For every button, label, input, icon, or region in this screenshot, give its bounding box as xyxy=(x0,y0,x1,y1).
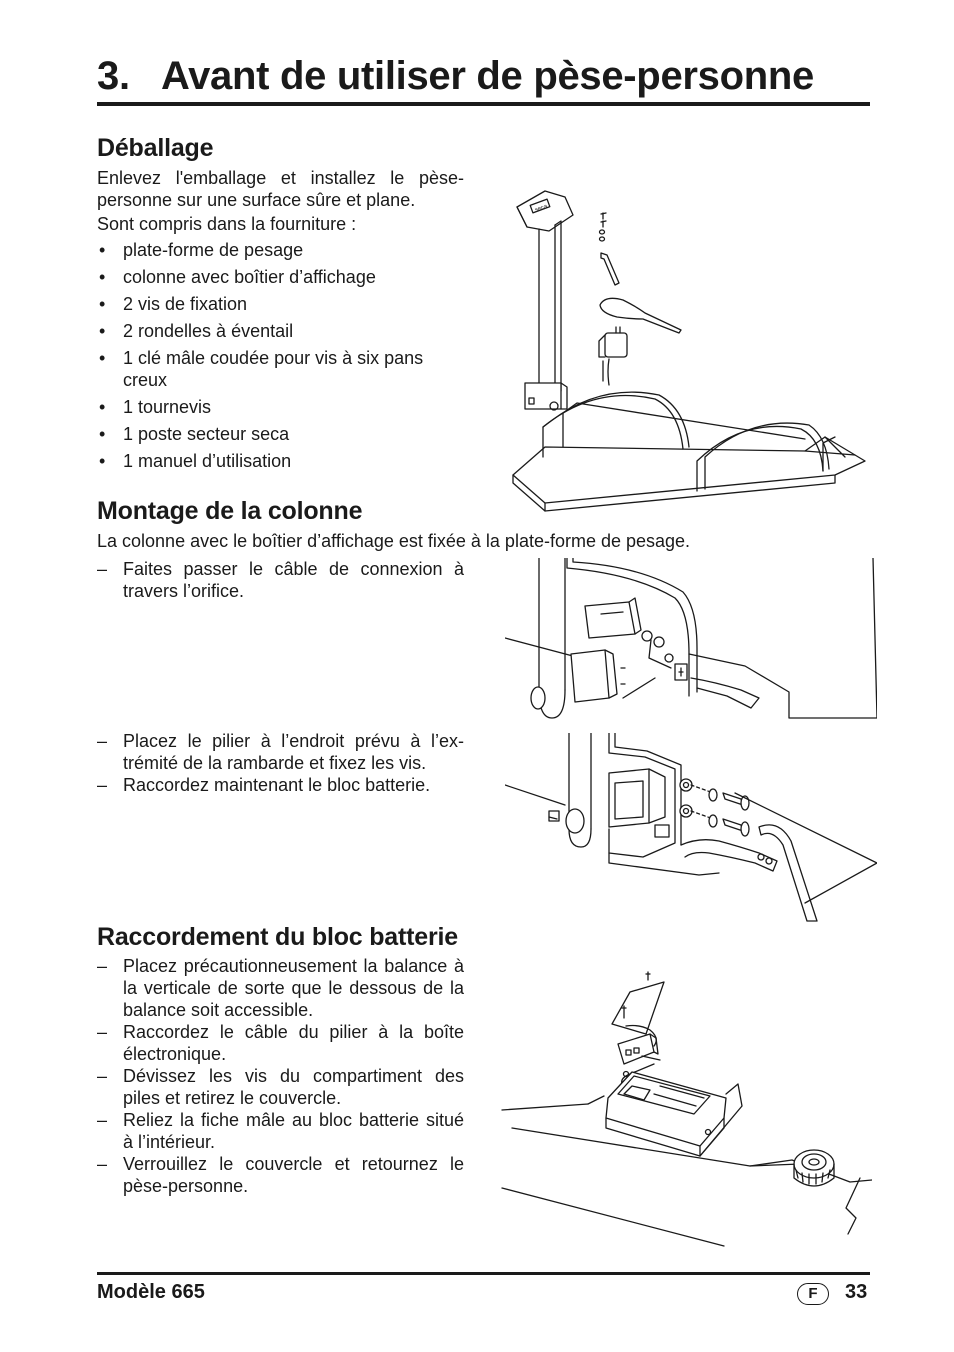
chapter-number: 3. xyxy=(97,54,130,98)
list-item: – Dévissez les vis du compartiment des piles et retirez le couvercle. xyxy=(97,1065,464,1109)
display-readout: seca xyxy=(534,203,549,214)
list-item: • colonne avec boîtier d’affichage xyxy=(97,266,464,288)
battery-steps xyxy=(97,955,464,1197)
list-item: – Reliez la fiche mâle au bloc batterie situé à l’intérieur. xyxy=(97,1109,464,1153)
list-item: – Faites passer le câble de connexion à travers l’orifice. xyxy=(97,558,464,602)
included-label: Sont compris dans la fourniture : xyxy=(97,214,357,234)
page-number: 33 xyxy=(845,1281,868,1303)
chapter-title: Avant de utiliser de pèse-personne xyxy=(161,54,814,98)
unpacking-intro: Enlevez l'emballage et installez le pèse-personne sur une surface sûre et plane. xyxy=(97,168,464,210)
list-item: – Placez précautionneusement la balance à la verticale de sorte que le dessous de la balance soit accessible. xyxy=(97,955,464,1021)
included-items-list xyxy=(97,239,464,477)
list-item: • 1 manuel d’utilisation xyxy=(97,450,464,472)
column-steps-a xyxy=(97,558,464,602)
section-heading-unpacking: Déballage xyxy=(97,134,214,162)
battery-compartment-illustration xyxy=(500,968,872,1253)
list-item: • 1 clé mâle coudée pour vis à six pans creux xyxy=(97,347,464,391)
list-item: • 1 tournevis xyxy=(97,396,464,418)
list-item: • plate-forme de pesage xyxy=(97,239,464,261)
language-badge: F xyxy=(797,1283,829,1305)
section-heading-column: Montage de la colonne xyxy=(97,497,363,525)
section-heading-battery: Raccordement du bloc batterie xyxy=(97,923,458,951)
list-item: – Raccordez le câble du pilier à la boîte électronique. xyxy=(97,1021,464,1065)
scale-components-illustration xyxy=(505,185,870,520)
footer-model: Modèle 665 xyxy=(97,1281,205,1303)
column-steps-b xyxy=(97,730,464,796)
column-intro: La colonne avec le boîtier d’affichage est fixée à la plate-forme de pesage. xyxy=(97,531,691,551)
title-rule xyxy=(97,102,870,106)
list-item: • 2 rondelles à éventail xyxy=(97,320,464,342)
list-item: • 1 poste secteur seca xyxy=(97,423,464,445)
footer-rule xyxy=(97,1272,870,1275)
list-item: – Raccordez maintenant le bloc batterie. xyxy=(97,774,464,796)
cable-routing-illustration xyxy=(505,558,877,723)
list-item: • 2 vis de fixation xyxy=(97,293,464,315)
page-title xyxy=(97,52,814,100)
column-attachment-illustration xyxy=(505,733,877,923)
list-item: – Verrouillez le couvercle et retournez le pèse-personne. xyxy=(97,1153,464,1197)
list-item: – Placez le pilier à l’endroit prévu à l’ex-trémité de la rambarde et fixez les vis. xyxy=(97,730,464,774)
